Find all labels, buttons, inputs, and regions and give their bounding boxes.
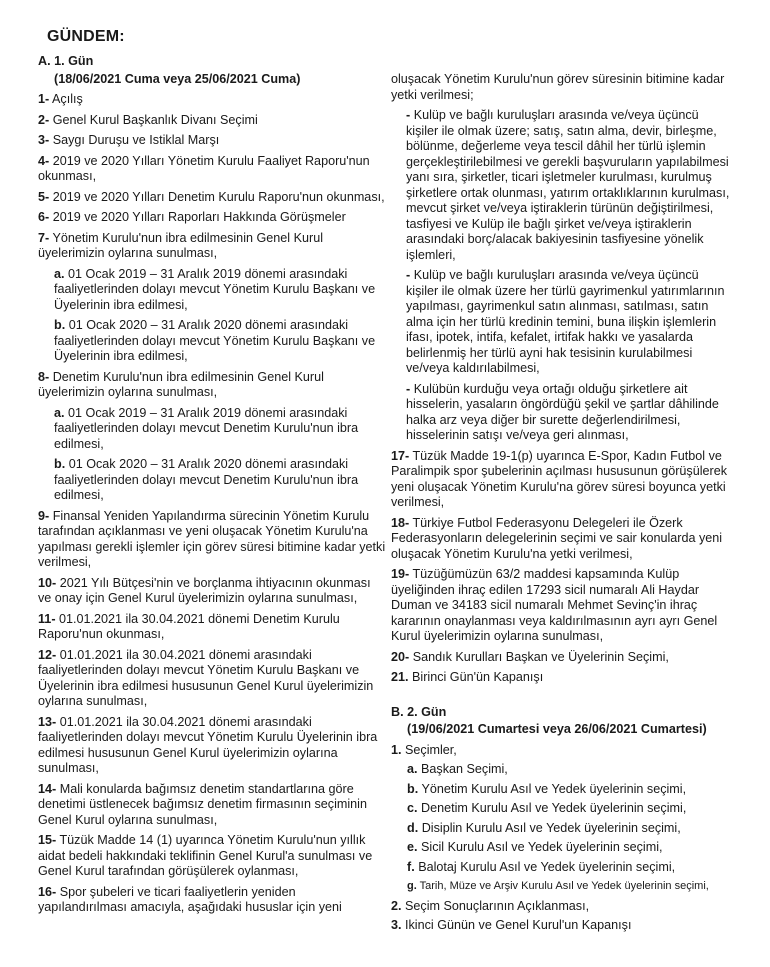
- item-text: 01.01.2021 ila 30.04.2021 dönemi arasındaki faaliyetlerinden dolayı mevcut Yönetim Kurulu Üyelerinin ibra edilmesi hususunun Genel Kurul üyelerimizin oylarına sunulması,: [38, 714, 378, 775]
- item-text: Spor şubeleri ve ticari faaliyetlerin yeniden yapılandırılması amacıyla, aşağıdaki hususlar için yeni: [38, 884, 342, 914]
- agenda-item: [38, 715, 386, 777]
- agenda-dash-item: [391, 268, 733, 377]
- subitem-letter: a.: [54, 405, 65, 420]
- day1-items: [38, 92, 386, 916]
- item-16-continuation: oluşacak Yönetim Kurulu'nun görev süresinin bitimine kadar yetki verilmesi;: [391, 72, 725, 102]
- item-text: Genel Kurul Başkanlık Divanı Seçimi: [49, 112, 258, 127]
- agenda-subitem: [38, 406, 386, 453]
- item-text: Sandık Kurulları Başkan ve Üyelerinin Seçimi,: [409, 649, 669, 664]
- item-number: 20-: [391, 649, 410, 664]
- agenda-item: [38, 576, 386, 607]
- day2-title: B. 2. Gün: [391, 704, 447, 719]
- item-number: 2-: [38, 112, 50, 127]
- agenda-item: [38, 833, 386, 880]
- item-text: Türkiye Futbol Federasyonu Delegeleri ile Özerk Federasyonların delegelerinin seçimi ve sair konularda yeni oluşacak Yönetim Kurulu'na yetki verilmesi,: [391, 515, 723, 561]
- agenda-subitem: [391, 821, 733, 837]
- item-text: Tüzük Madde 14 (1) uyarınca Yönetim Kurulu'nun yıllık aidat bedeli hakkındaki teklifinin Genel Kurul'a sunulması ve Genel Kurul tarafından görüşülerek oylanması,: [38, 833, 373, 878]
- item-text: 2019 ve 2020 Yılları Yönetim Kurulu Faaliyet Raporu'nun okunması,: [38, 153, 370, 183]
- item-number: 13-: [38, 714, 57, 729]
- agenda-item: [391, 567, 733, 645]
- subitem-letter: e.: [407, 840, 418, 854]
- item-text: Sicil Kurulu Asıl ve Yedek üyelerinin seçimi,: [417, 840, 663, 854]
- item-16-subitems: [391, 108, 733, 444]
- dash-mark: -: [406, 268, 414, 282]
- item-text: Açılış: [49, 92, 83, 106]
- agenda-item: [38, 231, 386, 262]
- agenda-item: [38, 885, 386, 916]
- agenda-dash-item: [391, 382, 733, 444]
- item-text: Denetim Kurulu Asıl ve Yedek üyelerinin seçimi,: [417, 801, 687, 815]
- item-text: 01 Ocak 2020 – 31 Aralık 2020 dönemi arasındaki faaliyetlerinden dolayı mevcut Denetim Kurulu'nun ibra edilmesi,: [54, 457, 359, 502]
- item-number: 14-: [38, 781, 57, 796]
- dash-mark: -: [406, 108, 414, 122]
- item-number: 11-: [38, 611, 56, 626]
- agenda-item: [38, 509, 386, 571]
- agenda-item: [38, 648, 386, 710]
- agenda-subitem: [391, 879, 733, 895]
- item-text: Kulübün kurduğu veya ortağı olduğu şirketlere ait hisselerin, yasaların öngördüğü şekil ve şartlar dâhilinde halka arz veya diğer bir surette değerlendirilmesi, hisselerinin satışı ve/veya geri alınması,: [406, 381, 719, 442]
- agenda-item: [38, 612, 386, 643]
- item-text: 01 Ocak 2019 – 31 Aralık 2019 dönemi arasındaki faaliyetlerinden dolayı mevcut Denetim Kurulu'nun ibra edilmesi,: [54, 405, 359, 451]
- item-text: Finansal Yeniden Yapılandırma sürecinin Yönetim Kurulu tarafından açıklanması ve yeni oluşacak Yönetim Kurulu'na yapılması gerekli işlemler için görev süresi bitimine kadar yetki verilmesi,: [38, 508, 386, 569]
- item-text: 2019 ve 2020 Yılları Raporları Hakkında Görüşmeler: [49, 210, 346, 224]
- day2-date: (19/06/2021 Cumartesi veya 26/06/2021 Cumartesi): [407, 722, 707, 736]
- item-text: Birinci Gün'ün Kapanışı: [408, 670, 544, 684]
- agenda-item: [391, 449, 733, 511]
- agenda-subitem: [391, 782, 733, 798]
- agenda-item: [391, 670, 733, 686]
- subitem-letter: g.: [407, 880, 417, 892]
- item-number: 6-: [38, 210, 50, 224]
- agenda-item: [391, 650, 733, 666]
- agenda-dash-item: [391, 108, 733, 263]
- agenda-item: [391, 516, 733, 563]
- subitem-letter: b.: [54, 457, 66, 471]
- day2-items: [391, 743, 733, 934]
- item-number: 19-: [391, 567, 410, 581]
- item-number: 4-: [38, 153, 50, 168]
- left-column: [38, 54, 386, 921]
- item-text: 01.01.2021 ila 30.04.2021 dönemi arasındaki faaliyetlerinden dolayı mevcut Yönetim Kurulu Başkanı ve Üyelerinin ibra edilmesi hususunun Genel Kurul üyelerimizin oylarına sunulması,: [38, 647, 374, 708]
- item-text: Tüzük Madde 19-1(p) uyarınca E-Spor, Kadın Futbol ve Paralimpik spor şubelerinin açılması hususunun görüşülerek yeni oluşacak Yönetim Kurulu'na görev süresi boyunca yetki verilmesi,: [391, 448, 728, 509]
- item-text: 01 Ocak 2019 – 31 Aralık 2019 dönemi arasındaki faaliyetlerinden dolayı mevcut Yönetim Kurulu Başkanı ve Üyelerinin ibra edilmesi,: [54, 266, 376, 312]
- agenda-subitem: [38, 318, 386, 365]
- agenda-subitem: [391, 762, 733, 778]
- agenda-subitem: [38, 457, 386, 504]
- item-text: Seçimler,: [401, 742, 457, 757]
- agenda-item: [38, 154, 386, 185]
- item-number: 9-: [38, 508, 50, 523]
- item-text: Seçim Sonuçlarının Açıklanması,: [401, 898, 590, 913]
- right-column: [391, 72, 733, 938]
- item-text: Saygı Duruşu ve Istiklal Marşı: [49, 133, 220, 147]
- agenda-item: [391, 899, 733, 915]
- item-number: 17-: [391, 448, 410, 463]
- subitem-letter: a.: [407, 762, 418, 776]
- agenda-item: [38, 190, 386, 206]
- subitem-letter: d.: [407, 820, 419, 835]
- item-text: Ikinci Günün ve Genel Kurul'un Kapanışı: [401, 918, 632, 932]
- item-number: 16-: [38, 884, 57, 899]
- item-number: 8-: [38, 369, 50, 384]
- agenda-item: [38, 370, 386, 401]
- item-number: 15-: [38, 833, 57, 847]
- agenda-item: [38, 113, 386, 129]
- item-text: Balotaj Kurulu Asıl ve Yedek üyelerinin seçimi,: [414, 859, 676, 874]
- item-text: 2021 Yılı Bütçesi'nin ve borçlanma ihtiyacının okunması ve onay için Genel Kurul üyelerimizin oylarına sunulması,: [38, 575, 371, 605]
- item-number: 21.: [391, 670, 409, 684]
- agenda-item: [38, 782, 386, 829]
- subitem-letter: b.: [407, 781, 419, 796]
- item-number: 5-: [38, 189, 50, 204]
- subitem-letter: f.: [407, 859, 415, 874]
- dash-mark: -: [406, 381, 414, 396]
- agenda-subitem: [38, 267, 386, 314]
- item-text: 01.01.2021 ila 30.04.2021 dönemi Denetim Kurulu Raporu'nun okunması,: [38, 611, 340, 641]
- item-text: Kulüp ve bağlı kuruluşları arasında ve/veya üçüncü kişiler ile olmak üzere; satış, satın alma, devir, birleşme, bölünme, değerleme veya tescil dâhil her türlü işlemin gerçekleştirilebilmesi ve gerekli başvuruların yapılabilmesi yanı sıra, şirketler, ticari işletmeler kurulması, kurulmuş şirketlere ortak olunması, yatırım ortaklıklarının kurulması, mevcut şirket ve/veya iştiraklerin türünün değiştirilmesi, tasfiyesi ve Kulüp ile bağlı şirket ve/veya iştiraklerin arasındaki borç/alacak bakiyesinin tasfiyesine yönelik işlemleri,: [406, 108, 730, 262]
- item-text: Tarih, Müze ve Arşiv Kurulu Asıl ve Yedek üyelerinin seçimi,: [416, 880, 709, 892]
- agenda-item: [391, 743, 733, 759]
- item-text: 2019 ve 2020 Yılları Denetim Kurulu Raporu'nun okunması,: [49, 189, 385, 204]
- agenda-item: [38, 210, 386, 226]
- item-number: 1-: [38, 92, 50, 106]
- item-text: Yönetim Kurulu Asıl ve Yedek üyelerinin seçimi,: [418, 781, 687, 796]
- item-number: 3-: [38, 133, 50, 147]
- item-number: 18-: [391, 515, 410, 530]
- agenda-subitem: [391, 840, 733, 856]
- item-number: 12-: [38, 647, 57, 662]
- agenda-subitem: [391, 860, 733, 876]
- item-number: 10-: [38, 575, 57, 590]
- agenda-item: [391, 918, 733, 934]
- subitem-letter: a.: [54, 266, 65, 281]
- item-text: Başkan Seçimi,: [417, 762, 508, 776]
- subitem-letter: b.: [54, 318, 66, 332]
- item-text: Mali konularda bağımsız denetim standartlarına göre denetimi üstlenecek bağımsız denetim firmasının seçiminin Genel Kurul oylarına sunulması,: [38, 781, 367, 827]
- day1-items-continued: [391, 449, 733, 686]
- agenda-item: [38, 133, 386, 149]
- item-number: 7-: [38, 230, 50, 245]
- page-title: GÜNDEM:: [47, 28, 125, 45]
- item-number: 2.: [391, 898, 402, 913]
- item-text: 01 Ocak 2020 – 31 Aralık 2020 dönemi arasındaki faaliyetlerinden dolayı mevcut Yönetim Kurulu Başkanı ve Üyelerinin ibra edilmesi,: [54, 318, 376, 363]
- day1-date: (18/06/2021 Cuma veya 25/06/2021 Cuma): [54, 71, 301, 86]
- item-number: 3.: [391, 918, 402, 932]
- item-text: Denetim Kurulu'nun ibra edilmesinin Genel Kurul üyelerimizin oylarına sunulması,: [38, 369, 324, 399]
- item-number: 1.: [391, 742, 402, 757]
- item-text: Disiplin Kurulu Asıl ve Yedek üyelerinin seçimi,: [418, 820, 681, 835]
- item-text: Kulüp ve bağlı kuruluşları arasında ve/veya üçüncü kişiler ile olmak üzere her türlü gayrimenkul yatırımlarının yapılması, gayrimenkul satın alınması, satılması, satın alma için her türlü kredinin temini, buna ilişkin işlemlerin ifası, ipotek, intifa, kefalet, irtifak hakkı ve yasalarda belirlenmiş her türlü ayni hak tesisinin kurulabilmesi ve/veya kaldırılabilmesi,: [406, 268, 725, 375]
- agenda-item: [38, 92, 386, 108]
- item-text: Yönetim Kurulu'nun ibra edilmesinin Genel Kurul üyelerimizin oylarına sunulması,: [38, 230, 323, 260]
- agenda-subitem: [391, 801, 733, 817]
- item-text: Tüzüğümüzün 63/2 maddesi kapsamında Kulüp üyeliğinden ihraç edilen 17293 sicil numaralı Ali Haydar Duman ve 34183 sicil numaralı Mehmet Sevinç'in ihraç kararının onaylanması veya kaldırılmasının ayrı ayrı Genel Kurul üyelerimizin oylarına sunulması,: [391, 567, 718, 643]
- subitem-letter: c.: [407, 801, 418, 815]
- day1-title: A. 1. Gün: [38, 54, 94, 68]
